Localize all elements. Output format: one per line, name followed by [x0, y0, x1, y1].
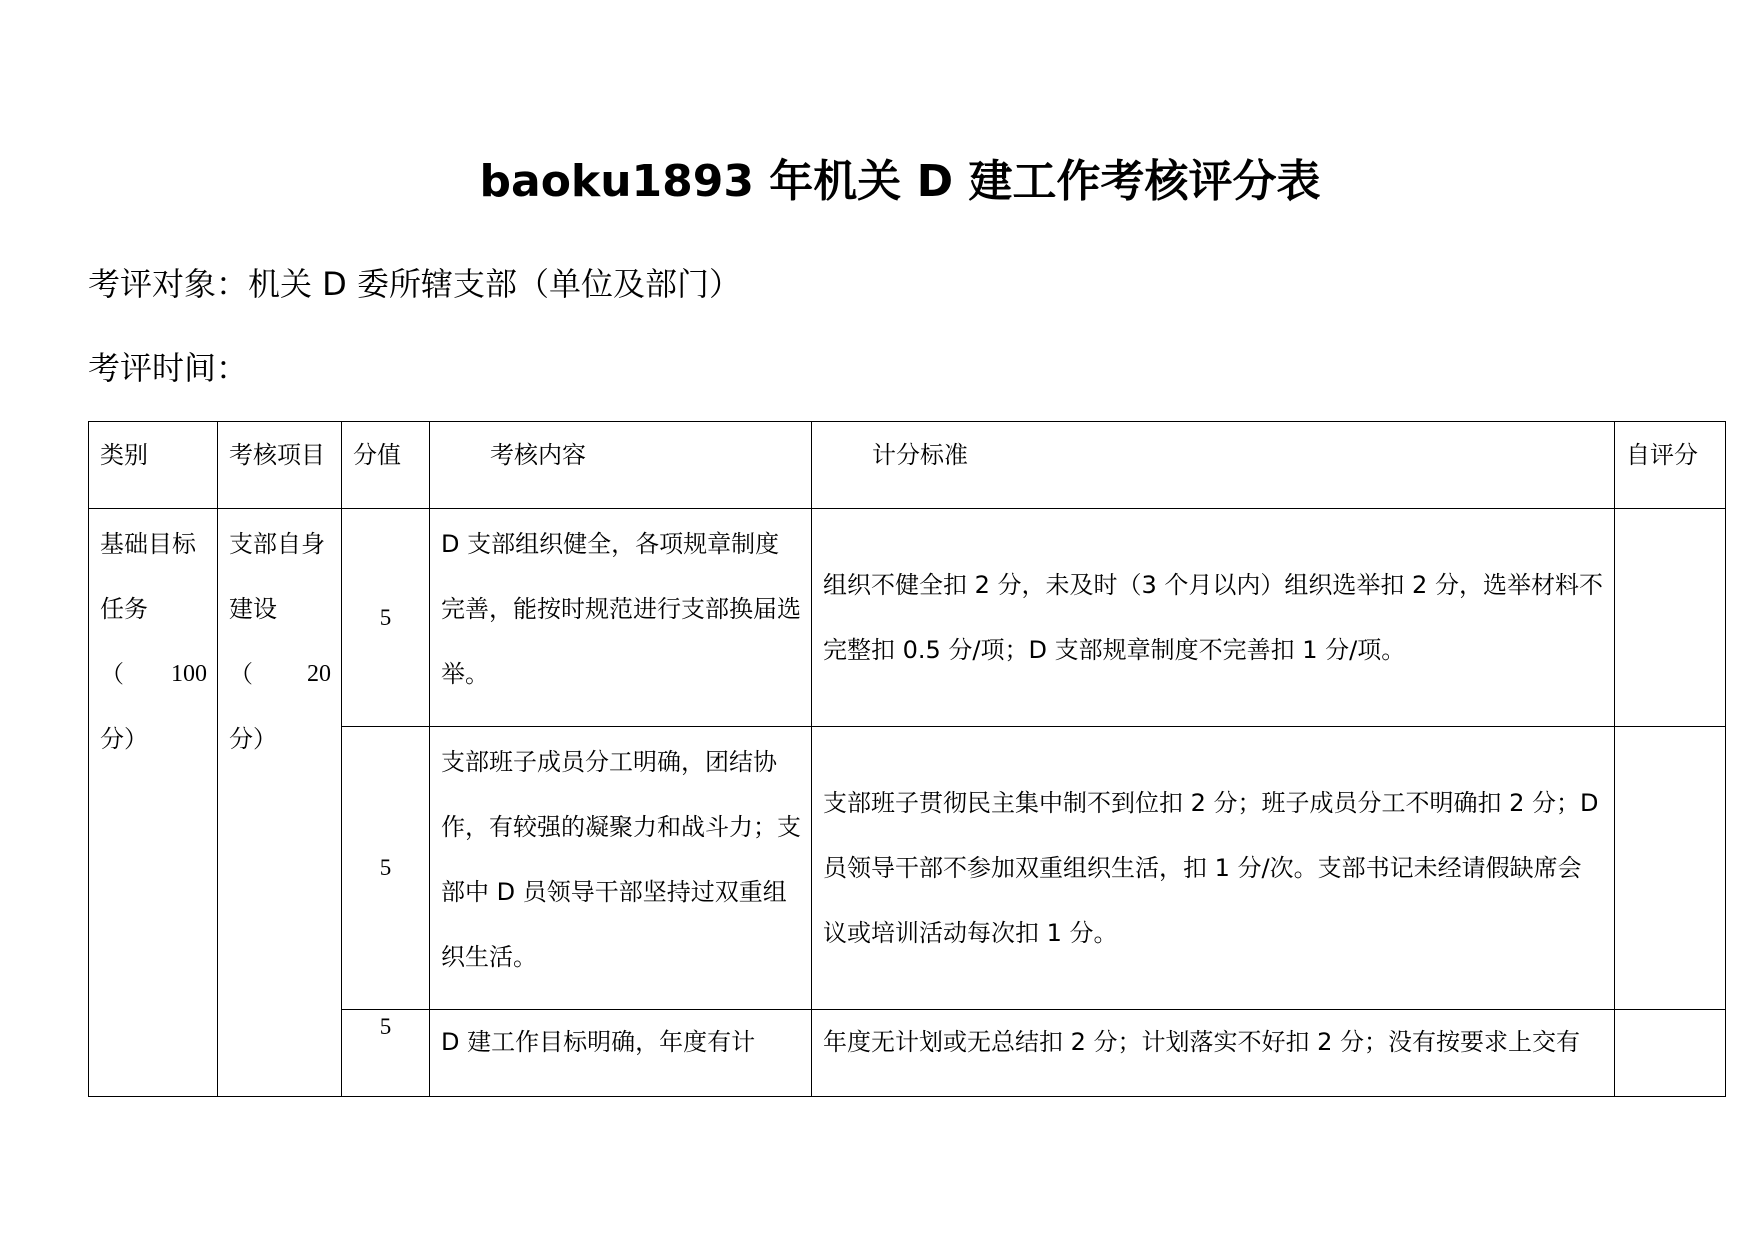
project-points-close: 分）: [229, 725, 277, 753]
category-points-open: （: [100, 660, 124, 688]
self-score-cell: [1615, 509, 1726, 727]
project-name: 支部自身建设: [229, 530, 325, 623]
header-content: [430, 422, 812, 509]
header-score: [342, 422, 430, 509]
header-category: [89, 422, 218, 509]
score-value: 5: [379, 855, 392, 880]
header-project: [218, 422, 342, 509]
header-self-score-label: 自评分: [1626, 441, 1698, 469]
self-score-cell: [1615, 1010, 1726, 1097]
header-score-label: 分值: [353, 441, 401, 469]
category-points-line: [100, 642, 207, 707]
content-cell: [430, 1010, 812, 1097]
project-points-value: 20: [307, 661, 331, 687]
header-self-score: [1615, 422, 1726, 509]
content-text: 支部班子成员分工明确，团结协作，有较强的凝聚力和战斗力；支部中 D 员领导干部坚持过双重组织生活。: [441, 748, 801, 971]
score-cell: [342, 727, 430, 1010]
standard-text: 组织不健全扣 2 分，未及时（3 个月以内）组织选举扣 2 分，选举材料不完整扣 0.5 分/项；D 支部规章制度不完善扣 1 分/项。: [823, 570, 1603, 664]
content-text: D 建工作目标明确，年度有计: [441, 1028, 756, 1056]
standard-cell: [812, 1010, 1615, 1097]
header-standard-label: 计分标准: [872, 441, 968, 469]
score-value: 5: [379, 1014, 392, 1039]
content-cell: [430, 727, 812, 1010]
score-value: 5: [379, 604, 392, 630]
standard-cell: [812, 509, 1615, 727]
score-cell: [342, 509, 430, 727]
standard-text: 年度无计划或无总结扣 2 分；计划落实不好扣 2 分；没有按要求上交有: [823, 1028, 1581, 1056]
category-points-value: 100: [171, 661, 207, 687]
evaluation-object-line: 考评对象：机关 D 委所辖支部（单位及部门）: [88, 265, 741, 303]
header-standard: [812, 422, 1615, 509]
project-points-line: [229, 642, 331, 707]
content-text: D 支部组织健全，各项规章制度完善，能按时规范进行支部换届选举。: [441, 530, 801, 688]
project-cell: [218, 509, 342, 1097]
category-name: 基础目标任务: [100, 530, 196, 623]
table-row: [89, 509, 1726, 727]
standard-text: 支部班子贯彻民主集中制不到位扣 2 分；班子成员分工不明确扣 2 分；D 员领导干部不参加双重组织生活，扣 1 分/次。支部书记未经请假缺席会议或培训活动每次扣 1 分。: [823, 788, 1599, 947]
scoring-table: [88, 421, 1726, 1097]
header-content-label: 考核内容: [490, 441, 586, 469]
header-project-label: 考核项目: [229, 441, 325, 469]
standard-cell: [812, 727, 1615, 1010]
category-cell: [89, 509, 218, 1097]
evaluation-time-line: 考评时间：: [88, 349, 249, 387]
category-text: [89, 509, 217, 772]
document-title: baoku1893 年机关 D 建工作考核评分表: [479, 156, 1321, 207]
project-points-open: （: [229, 660, 253, 688]
content-cell: [430, 509, 812, 727]
score-cell: [342, 1010, 430, 1097]
table-header-row: [89, 422, 1726, 509]
project-text: [218, 509, 341, 772]
header-category-label: 类别: [100, 441, 148, 469]
self-score-cell: [1615, 727, 1726, 1010]
category-points-close: 分）: [100, 725, 148, 753]
